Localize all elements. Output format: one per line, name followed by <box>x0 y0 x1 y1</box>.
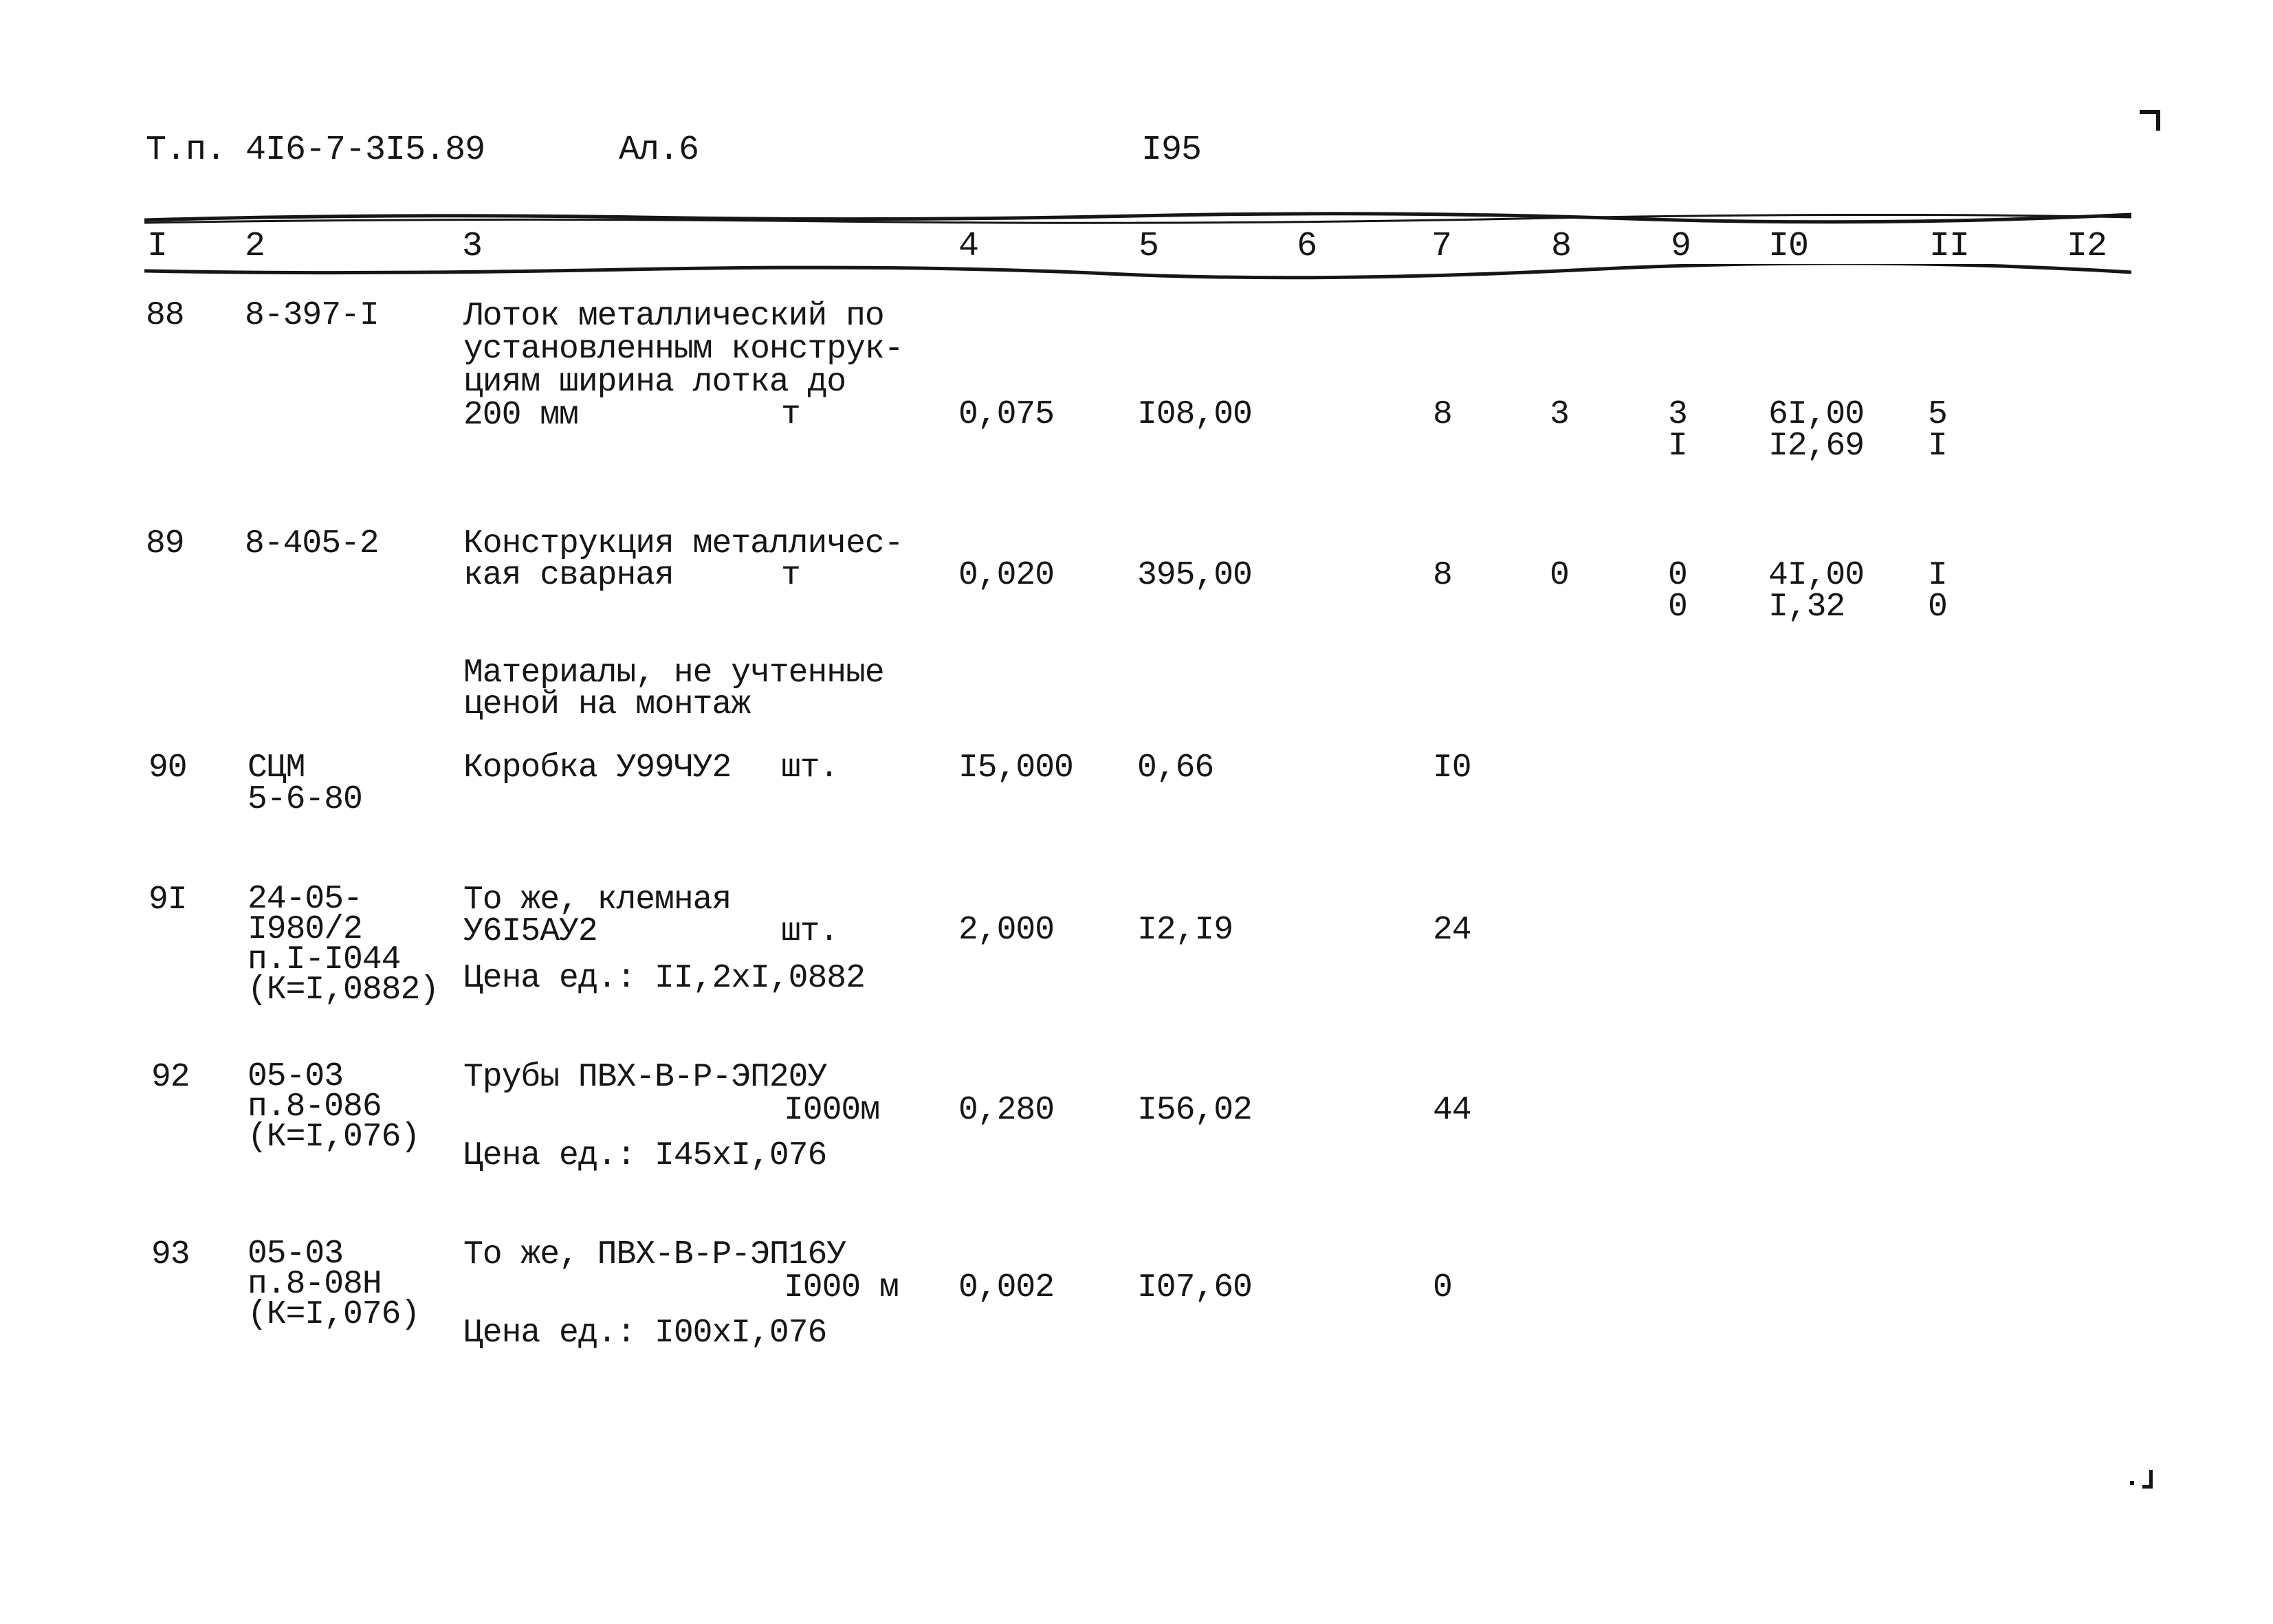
sheet-label: Ал.6 <box>619 131 699 170</box>
row-description: Трубы ПВХ-В-Р-ЭП20У <box>463 1059 827 1096</box>
row-description: То же, клемная У6I5АУ2 <box>463 881 732 950</box>
row-number: 92 <box>151 1059 190 1096</box>
row-price-note: Цена ед.: I45хI,076 <box>463 1137 827 1174</box>
row-quantity: 0,020 <box>958 557 1055 594</box>
column-header-8: 8 <box>1551 227 1572 266</box>
row-col7: 44 <box>1433 1092 1471 1129</box>
row-col7: 8 <box>1433 557 1452 594</box>
column-header-12: I2 <box>2067 227 2107 266</box>
row-price: 0,66 <box>1137 749 1214 787</box>
section-heading: Материалы, не учтенные ценой на монтаж <box>463 655 884 723</box>
page-number: I95 <box>1141 131 1202 170</box>
row-number: 89 <box>146 525 184 562</box>
scan-dot <box>2130 1481 2134 1485</box>
row-col9: 0 0 <box>1668 557 1687 626</box>
column-header-5: 5 <box>1139 227 1159 266</box>
row-number: 9I <box>149 881 187 919</box>
row-number: 90 <box>149 749 187 787</box>
row-price: 395,00 <box>1137 557 1252 594</box>
header-bottom-rule <box>144 264 2131 281</box>
row-code: 24-05- I980/2 п.I-I044 (К=I,0882) <box>248 881 439 1009</box>
column-header-9: 9 <box>1671 227 1691 266</box>
column-header-3: 3 <box>462 227 483 266</box>
row-code: 8-397-I <box>245 297 379 334</box>
row-col10: 6I,00 I2,69 <box>1768 396 1865 465</box>
column-header-1: I <box>147 227 168 266</box>
row-unit: шт. <box>781 913 839 950</box>
row-quantity: 0,280 <box>958 1092 1055 1129</box>
row-number: 93 <box>151 1236 190 1273</box>
row-code: СЦМ 5-6-80 <box>248 749 362 818</box>
row-description: Коробка У99ЧУ2 <box>463 749 732 787</box>
row-col7: I0 <box>1433 749 1471 787</box>
row-quantity: I5,000 <box>958 749 1073 787</box>
column-header-11: II <box>1929 227 1970 266</box>
row-price-note: Цена ед.: II,2хI,0882 <box>463 960 865 997</box>
row-col8: 0 <box>1550 557 1569 594</box>
row-quantity: 0,075 <box>958 396 1055 433</box>
row-quantity: 2,000 <box>958 912 1055 949</box>
row-quantity: 0,002 <box>958 1269 1055 1306</box>
row-price: I2,I9 <box>1137 912 1233 949</box>
row-price: I07,60 <box>1137 1269 1252 1306</box>
column-header-7: 7 <box>1431 227 1452 266</box>
row-price-note: Цена ед.: I00хI,076 <box>463 1315 827 1352</box>
row-description: Лоток металлический по установленным конструк- циям ширина лотка до 200 мм <box>463 298 903 434</box>
corner-mark-bottom <box>2142 1470 2153 1489</box>
row-col7: 8 <box>1433 396 1452 433</box>
row-price: I56,02 <box>1137 1092 1252 1129</box>
row-col11: I 0 <box>1928 557 1947 626</box>
row-code: 05-03 п.8-086 (К=I,076) <box>248 1058 420 1156</box>
row-col7: 24 <box>1433 912 1471 949</box>
row-col9: 3 I <box>1668 396 1687 465</box>
row-code: 05-03 п.8-08Н (К=I,076) <box>248 1236 420 1333</box>
header-top-rule <box>144 210 2131 227</box>
row-col8: 3 <box>1550 396 1569 433</box>
row-col10: 4I,00 I,32 <box>1768 557 1865 626</box>
row-code: 8-405-2 <box>245 525 379 562</box>
row-price: I08,00 <box>1137 396 1252 433</box>
column-header-6: 6 <box>1297 227 1317 266</box>
row-unit: т <box>781 396 800 433</box>
column-header-2: 2 <box>245 227 265 266</box>
row-description: Конструкция металличес- кая сварная <box>463 525 903 594</box>
row-description: То же, ПВХ-В-Р-ЭП16У <box>463 1236 846 1273</box>
column-header-4: 4 <box>958 227 979 266</box>
row-unit: шт. <box>781 749 839 787</box>
document-code: Т.п. 4I6-7-3I5.89 <box>146 131 485 170</box>
row-unit: I000 м <box>784 1269 899 1306</box>
row-unit: I000м <box>784 1092 880 1129</box>
row-number: 88 <box>146 297 184 334</box>
row-unit: т <box>781 557 800 594</box>
column-header-10: I0 <box>1768 227 1809 266</box>
row-col7: 0 <box>1433 1269 1452 1306</box>
row-col11: 5 I <box>1928 396 1947 465</box>
corner-mark <box>2140 110 2160 131</box>
